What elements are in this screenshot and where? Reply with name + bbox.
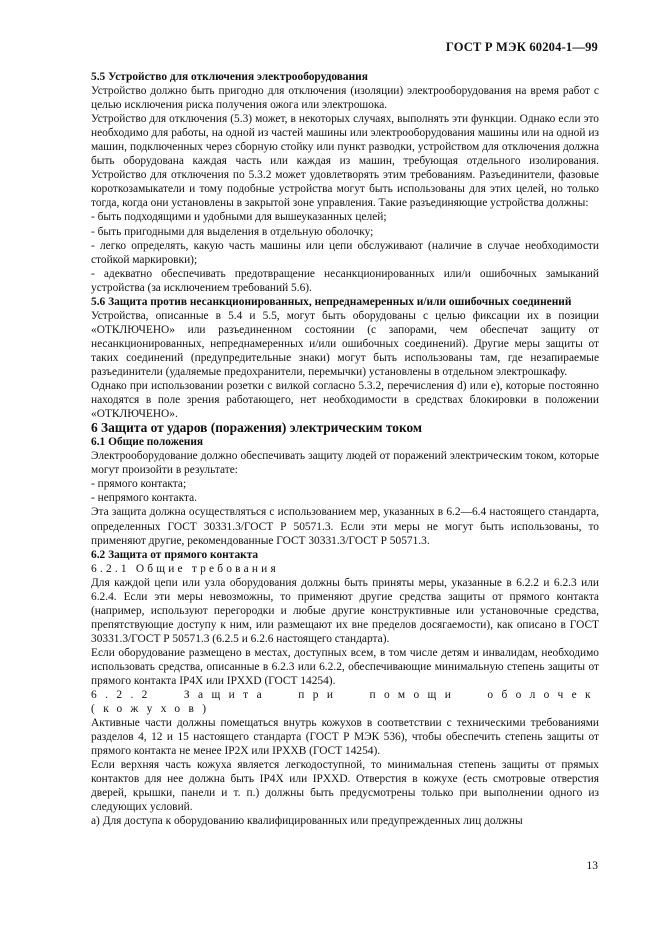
paragraph: Устройства, описанные в 5.4 и 5.5, могут быть оборудованы с целью фиксации их в позиции «ОТКЛЮЧЕНО» или разъединенном состоянии (с запорами, чем обеспечат защиту от несанкционированных, непреднамеренных и/или ошибочных соединений). Другие меры защиты от таких соединений (предупредительные знаки) могут быть использованы там, где незапираемые разъединители (удаляемые предохранители, перемычки) установлены в отдельном электрошкафу. — [91, 309, 599, 378]
paragraph: Электрооборудование должно обеспечивать защиту людей от поражений электрическим током, которые могут произойти в результате: — [91, 450, 599, 477]
list-item: - легко определять, какую часть машины или цепи обслуживают (наличие в случае необходимости стойкой маркировки); — [91, 239, 599, 266]
section-heading-6-1: 6.1 Общие положения — [91, 436, 204, 449]
paragraph: Однако при использовании розетки с вилкой согласно 5.3.2, перечисления d) или e), которые постоянно находятся в поле зрения работающего, нет необходимости в средствах блокировки в положении «ОТКЛЮЧЕНО». — [91, 380, 599, 421]
paragraph: Устройство должно быть пригодно для отключения (изоляции) электрооборудования на время работ с целью исключения риска получения ожога или электрошока. — [91, 85, 599, 112]
section-heading-5-6: 5.6 Защита против несанкционированных, непреднамеренных и/или ошибочных соединений — [91, 295, 572, 308]
paragraph: а) Для доступа к оборудованию квалифицированных или предупрежденных лиц должны — [91, 815, 523, 828]
standard-code-header: ГОСТ Р МЭК 60204-1—99 — [445, 40, 598, 54]
paragraph: Если верхняя часть кожуха является легкодоступной, то минимальная степень защиты от прямых контактов для нее должна быть IP4X или IPXXD. Отверстия в кожухе (есть смотровые отверстия дверей, крышки, панели и т. п.) должны быть предусмотрены только при выполнении одного из следующих условий. — [91, 759, 599, 814]
paragraph: Для каждой цепи или узла оборудования должны быть приняты меры, указанные в 6.2.2 и 6.2.3 или 6.2.4. Если эти меры невозможны, то применяют другие средства защиты от прямого контакта (например, используют перегородки и любые другие конструктивные или установочные средства, препятствующие доступу к ним, или размещают их вне пределов досягаемости), как описано в ГОСТ 30331.3/ГОСТ Р 50571.3 (6.2.5 и 6.2.6 настоящего стандарта). — [91, 576, 599, 645]
list-item: - прямого контакта; — [91, 478, 187, 491]
list-item: - адекватно обеспечивать предотвращение несанкционированных или/и ошибочных замыканий устройства (за исключением требований 5.6). — [91, 267, 599, 294]
section-heading-5-5: 5.5 Устройство для отключения электрооборудования — [91, 71, 368, 83]
subsection-heading-6-2-2: 6.2.2 Защита при помощи оболочек (кожухов) — [91, 689, 599, 716]
paragraph: Если оборудование размещено в местах, доступных всем, в том числе детям и инвалидам, необходимо использовать средства, описанные в 6.2.3 или 6.2.2, обеспечивающие минимальную степень защиты от прямого контакта IP4X или IPXXD (ГОСТ 14254). — [91, 646, 599, 688]
paragraph: Устройство для отключения (5.3) может, в некоторых случаях, выполнять эти функции. Однако если это необходимо для работы, на одной из частей машины или электрооборудования машины или на одной из машин, подключенных через сборную стойку или пункт разводки, устройством для отключения должна быть оборудована каждая часть или каждая из машин, требующая отдельного изолирования. Устройство для отключения по 5.3.2 может удовлетворять этим требованиям. Разъединители, фазовые короткозамыкатели и тому подобные устройства могут быть использованы для этих целей, но только тогда, когда они установлены в закрытой зоне управления. Такие разъединяющие устройства должны: — [91, 113, 599, 210]
list-item: - непрямого контакта. — [91, 492, 197, 505]
list-item: - быть подходящими и удобными для вышеуказанных целей; — [91, 211, 387, 224]
page-number: 13 — [586, 860, 598, 872]
paragraph: Активные части должны помещаться внутрь кожухов в соответствии с техническими требованиями разделов 4, 12 и 15 настоящего стандарта (ГОСТ Р МЭК 536), чтобы обеспечить степень защиты от прямого контакта не менее IP2X или IPXXB (ГОСТ 14254). — [91, 717, 599, 758]
list-item: - быть пригодными для выделения в отдельную оболочку; — [91, 225, 374, 238]
section-heading-6-2: 6.2 Защита от прямого контакта — [91, 548, 259, 561]
document-body — [91, 70, 599, 829]
chapter-heading-6: 6 Защита от ударов (поражения) электрическим током — [91, 420, 423, 436]
subsection-heading-6-2-1: 6.2.1 Общие требования — [91, 562, 279, 575]
paragraph: Эта защита должна осуществляться с использованием мер, указанных в 6.2—6.4 настоящего стандарта, определенных ГОСТ 30331.3/ГОСТ Р 50571.3. Если эти меры не могут быть использованы, то применяют другие, рекомендованные ГОСТ 30331.3/ГОСТ Р 50571.3. — [91, 506, 599, 547]
